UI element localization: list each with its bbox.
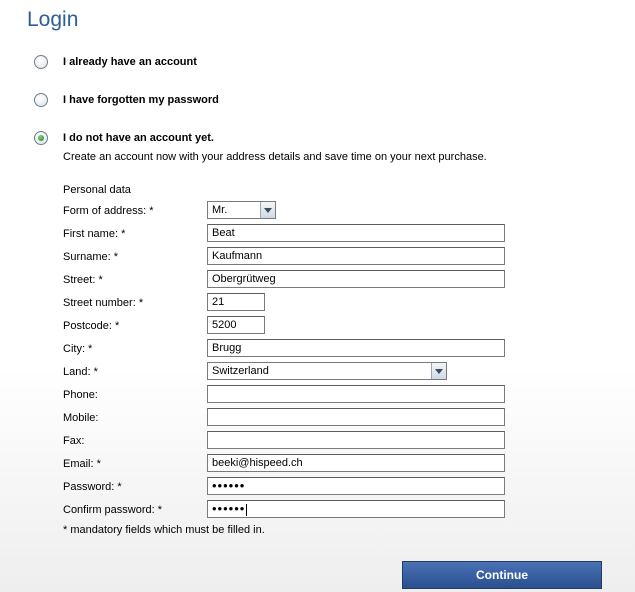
- street-number-label: Street number: *: [63, 297, 144, 309]
- fax-input[interactable]: [207, 431, 505, 449]
- land-select[interactable]: [207, 362, 447, 380]
- text-caret: [246, 504, 247, 516]
- postcode-input[interactable]: 5200: [207, 316, 265, 334]
- email-label: Email: *: [63, 458, 101, 470]
- street-number-input[interactable]: 21: [207, 293, 265, 311]
- section-title-personal-data: Personal data: [63, 184, 131, 196]
- mobile-input[interactable]: [207, 408, 505, 426]
- land-value: Switzerland: [212, 365, 269, 377]
- surname-input[interactable]: Kaufmann: [207, 247, 505, 265]
- phone-label: Phone:: [63, 389, 98, 401]
- radio-no-account[interactable]: [34, 131, 48, 145]
- chevron-down-icon[interactable]: [260, 202, 275, 218]
- mandatory-note: * mandatory fields which must be filled in.: [63, 524, 265, 536]
- option-forgot-password-label[interactable]: I have forgotten my password: [63, 94, 219, 106]
- land-label: Land: *: [63, 366, 98, 378]
- street-label: Street: *: [63, 274, 103, 286]
- phone-input[interactable]: [207, 385, 505, 403]
- surname-label: Surname: *: [63, 251, 119, 263]
- postcode-label: Postcode: *: [63, 320, 120, 332]
- radio-forgot-password[interactable]: [34, 93, 48, 107]
- city-input[interactable]: Brugg: [207, 339, 505, 357]
- page-title: Login: [27, 8, 79, 31]
- city-label: City: *: [63, 343, 93, 355]
- confirm-password-value: ••••••: [212, 501, 246, 516]
- form-of-address-label: Form of address: *: [63, 205, 154, 217]
- street-input[interactable]: Obergrütweg: [207, 270, 505, 288]
- form-of-address-select[interactable]: [207, 201, 276, 219]
- option-existing-account-label[interactable]: I already have an account: [63, 56, 197, 68]
- email-input[interactable]: beeki@hispeed.ch: [207, 454, 505, 472]
- mobile-label: Mobile:: [63, 412, 99, 424]
- password-label: Password: *: [63, 481, 122, 493]
- form-of-address-value: Mr.: [212, 204, 228, 216]
- register-subtext: Create an account now with your address details and save time on your next purchase.: [63, 151, 487, 163]
- password-input[interactable]: ••••••: [207, 477, 505, 495]
- option-no-account-label[interactable]: I do not have an account yet.: [63, 132, 214, 144]
- confirm-password-input[interactable]: [207, 500, 505, 518]
- first-name-label: First name: *: [63, 228, 126, 240]
- continue-button[interactable]: Continue: [402, 561, 602, 589]
- radio-existing-account[interactable]: [34, 55, 48, 69]
- confirm-password-label: Confirm password: *: [63, 504, 163, 516]
- fax-label: Fax:: [63, 435, 85, 447]
- chevron-down-icon[interactable]: [431, 363, 446, 379]
- first-name-input[interactable]: Beat: [207, 224, 505, 242]
